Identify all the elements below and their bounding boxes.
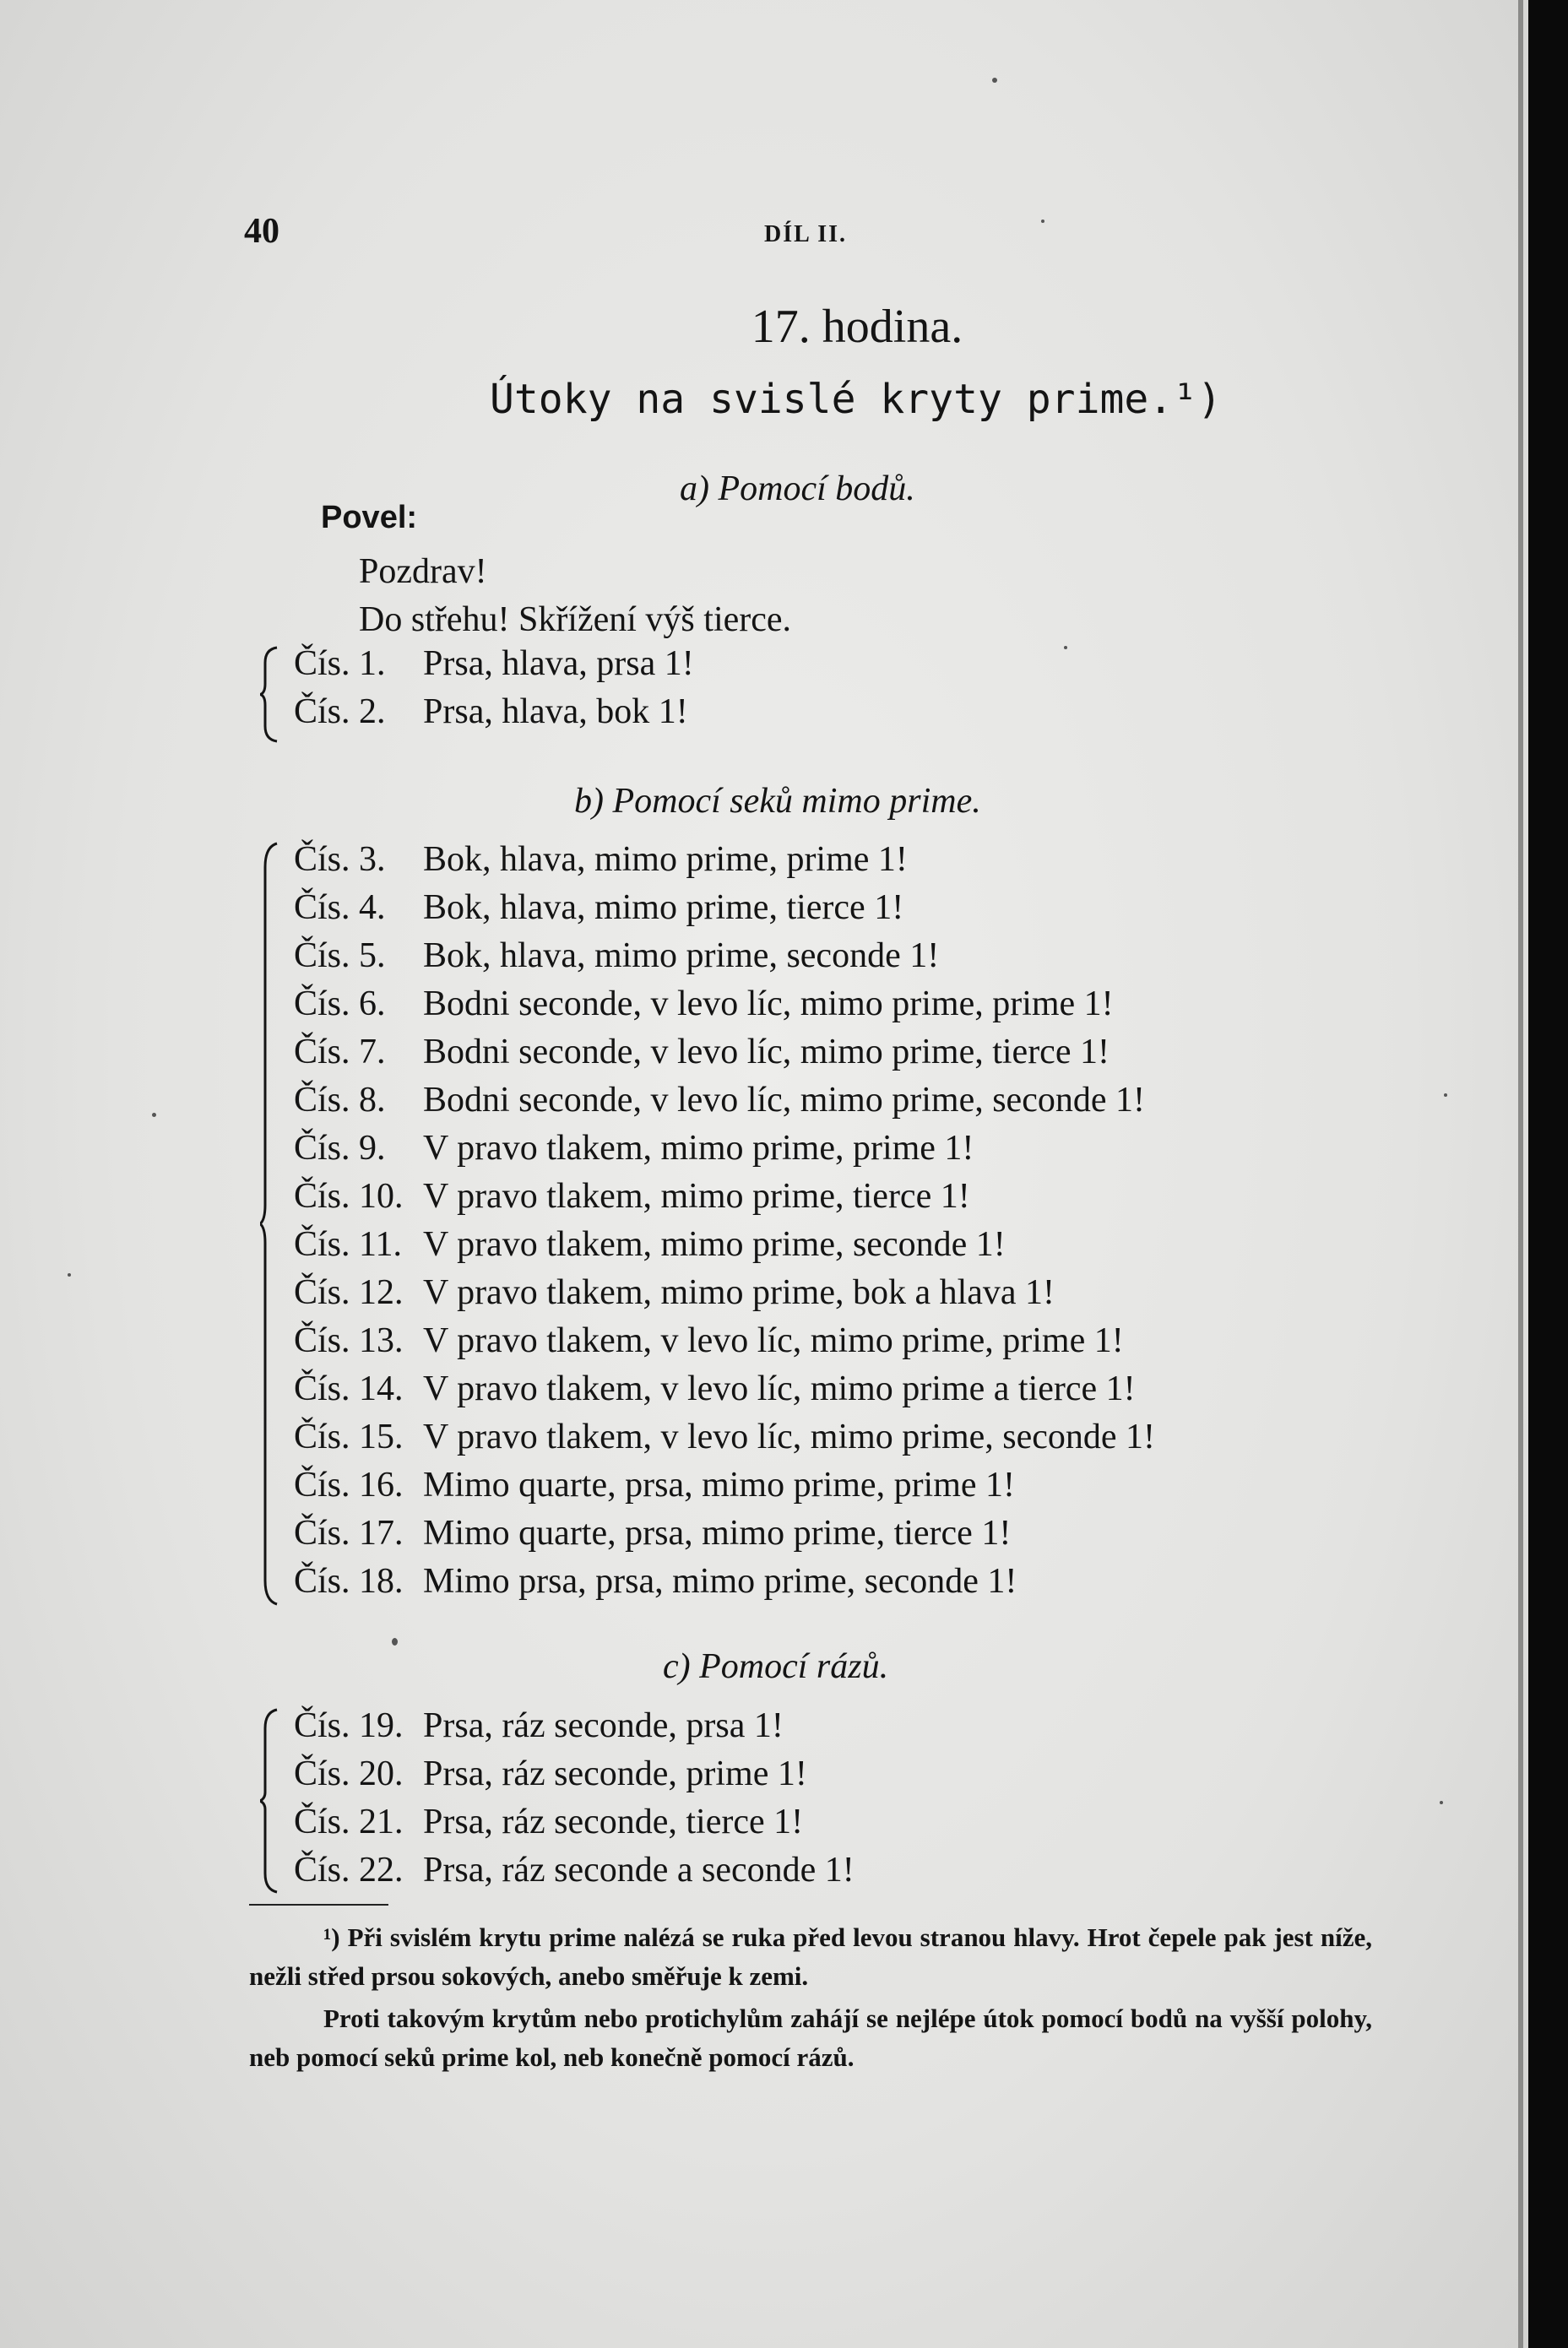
command-text: V pravo tlakem, v levo líc, mimo prime a tierce 1! bbox=[423, 1369, 1136, 1408]
footnote-2: Proti takovým krytům nebo protichylům zahájí se nejlépe útok pomocí bodů na vyšší polohy, neb pomocí seků prime kol, neb konečně pomocí rázů. bbox=[249, 2004, 1372, 2072]
list-item bbox=[294, 1269, 1155, 1317]
footnote-marker: ¹) bbox=[323, 1922, 340, 1952]
intro-command-1: Pozdrav! bbox=[359, 552, 487, 591]
command-text: Prsa, ráz seconde, prime 1! bbox=[423, 1754, 807, 1793]
command-text: Bok, hlava, mimo prime, seconde 1! bbox=[423, 936, 940, 975]
command-number: Čís. 3. bbox=[294, 840, 386, 879]
command-text: Prsa, hlava, prsa 1! bbox=[423, 644, 694, 683]
list-item bbox=[294, 688, 694, 736]
command-number: Čís. 10. bbox=[294, 1177, 404, 1216]
print-speck bbox=[152, 1113, 156, 1117]
command-text: Prsa, ráz seconde a seconde 1! bbox=[423, 1851, 855, 1890]
chapter-subtitle: Útoky na svislé kryty prime.¹) bbox=[490, 376, 1222, 423]
list-item bbox=[294, 1461, 1155, 1510]
command-text: Prsa, ráz seconde, tierce 1! bbox=[423, 1803, 804, 1841]
command-text: Bok, hlava, mimo prime, tierce 1! bbox=[423, 888, 904, 927]
command-number: Čís. 13. bbox=[294, 1321, 404, 1360]
list-item bbox=[294, 980, 1155, 1028]
command-text: Mimo quarte, prsa, mimo prime, prime 1! bbox=[423, 1466, 1016, 1505]
command-number: Čís. 21. bbox=[294, 1803, 404, 1841]
command-list-b bbox=[294, 836, 1155, 1606]
command-number: Čís. 6. bbox=[294, 984, 386, 1023]
list-item bbox=[294, 1558, 1155, 1606]
brace-b bbox=[260, 842, 279, 1606]
section-heading-b: b) Pomocí seků mimo prime. bbox=[574, 782, 981, 821]
povel-label: Povel: bbox=[321, 500, 418, 535]
brace-a bbox=[260, 646, 279, 743]
command-text: Mimo prsa, prsa, mimo prime, seconde 1! bbox=[423, 1562, 1017, 1601]
list-item bbox=[294, 1510, 1155, 1558]
command-number: Čís. 19. bbox=[294, 1706, 404, 1745]
command-text: V pravo tlakem, mimo prime, bok a hlava 1! bbox=[423, 1273, 1055, 1312]
command-text: Bodni seconde, v levo líc, mimo prime, seconde 1! bbox=[423, 1081, 1145, 1120]
command-number: Čís. 4. bbox=[294, 888, 386, 927]
scan-border bbox=[1528, 0, 1568, 2348]
list-item bbox=[294, 1750, 855, 1798]
command-list-c bbox=[294, 1702, 855, 1895]
command-number: Čís. 7. bbox=[294, 1033, 386, 1071]
list-item bbox=[294, 1076, 1155, 1125]
list-item bbox=[294, 1125, 1155, 1173]
command-text: Prsa, hlava, bok 1! bbox=[423, 692, 688, 731]
command-text: V pravo tlakem, v levo líc, mimo prime, prime 1! bbox=[423, 1321, 1124, 1360]
command-number: Čís. 17. bbox=[294, 1514, 404, 1553]
list-item bbox=[294, 836, 1155, 884]
page-number: 40 bbox=[244, 212, 279, 251]
list-item bbox=[294, 1173, 1155, 1221]
intro-command-2: Do střehu! Skřížení výš tierce. bbox=[359, 600, 792, 639]
list-item bbox=[294, 1798, 855, 1846]
command-text: Bodni seconde, v levo líc, mimo prime, prime 1! bbox=[423, 984, 1114, 1023]
command-number: Čís. 16. bbox=[294, 1466, 404, 1505]
section-heading-a: a) Pomocí bodů. bbox=[680, 469, 915, 508]
command-number: Čís. 8. bbox=[294, 1081, 386, 1120]
print-speck bbox=[68, 1273, 71, 1277]
command-text: V pravo tlakem, v levo líc, mimo prime, seconde 1! bbox=[423, 1418, 1156, 1456]
command-number: Čís. 14. bbox=[294, 1369, 404, 1408]
print-speck bbox=[1440, 1801, 1443, 1804]
command-list-a bbox=[294, 640, 694, 736]
command-number: Čís. 11. bbox=[294, 1225, 402, 1264]
running-head: DÍL II. bbox=[764, 221, 848, 247]
list-item bbox=[294, 640, 694, 688]
command-text: V pravo tlakem, mimo prime, prime 1! bbox=[423, 1129, 974, 1168]
footnote-1 bbox=[249, 1918, 1372, 1996]
command-number: Čís. 18. bbox=[294, 1562, 404, 1601]
command-number: Čís. 22. bbox=[294, 1851, 404, 1890]
list-item bbox=[294, 1221, 1155, 1269]
print-speck bbox=[1064, 646, 1067, 649]
footnote-rule bbox=[249, 1904, 388, 1906]
list-item bbox=[294, 1365, 1155, 1413]
list-item bbox=[294, 1846, 855, 1895]
command-text: Prsa, ráz seconde, prsa 1! bbox=[423, 1706, 784, 1745]
print-speck bbox=[1041, 220, 1044, 223]
page-edge-shadow bbox=[1518, 0, 1523, 2348]
command-number: Čís. 5. bbox=[294, 936, 386, 975]
print-speck bbox=[992, 78, 997, 83]
list-item bbox=[294, 1413, 1155, 1461]
command-text: Bok, hlava, mimo prime, prime 1! bbox=[423, 840, 908, 879]
section-heading-c: c) Pomocí rázů. bbox=[663, 1647, 889, 1686]
list-item bbox=[294, 1702, 855, 1750]
footnote-text-1: Při svislém krytu prime nalézá se ruka před levou stranou hlavy. Hrot čepele pak jest níže, nežli střed prsou sokových, anebo směřuje k zemi. bbox=[249, 1922, 1372, 1991]
command-number: Čís. 12. bbox=[294, 1273, 404, 1312]
command-text: V pravo tlakem, mimo prime, tierce 1! bbox=[423, 1177, 970, 1216]
command-text: V pravo tlakem, mimo prime, seconde 1! bbox=[423, 1225, 1006, 1264]
chapter-title: 17. hodina. bbox=[751, 301, 963, 353]
list-item bbox=[294, 932, 1155, 980]
list-item bbox=[294, 884, 1155, 932]
print-speck bbox=[392, 1638, 398, 1646]
command-number: Čís. 2. bbox=[294, 692, 386, 731]
command-number: Čís. 15. bbox=[294, 1418, 404, 1456]
command-number: Čís. 20. bbox=[294, 1754, 404, 1793]
list-item bbox=[294, 1028, 1155, 1076]
command-text: Bodni seconde, v levo líc, mimo prime, tierce 1! bbox=[423, 1033, 1110, 1071]
list-item bbox=[294, 1317, 1155, 1365]
brace-c bbox=[260, 1708, 279, 1894]
command-number: Čís. 1. bbox=[294, 644, 386, 683]
command-number: Čís. 9. bbox=[294, 1129, 386, 1168]
print-speck bbox=[1444, 1093, 1447, 1097]
command-text: Mimo quarte, prsa, mimo prime, tierce 1! bbox=[423, 1514, 1012, 1553]
